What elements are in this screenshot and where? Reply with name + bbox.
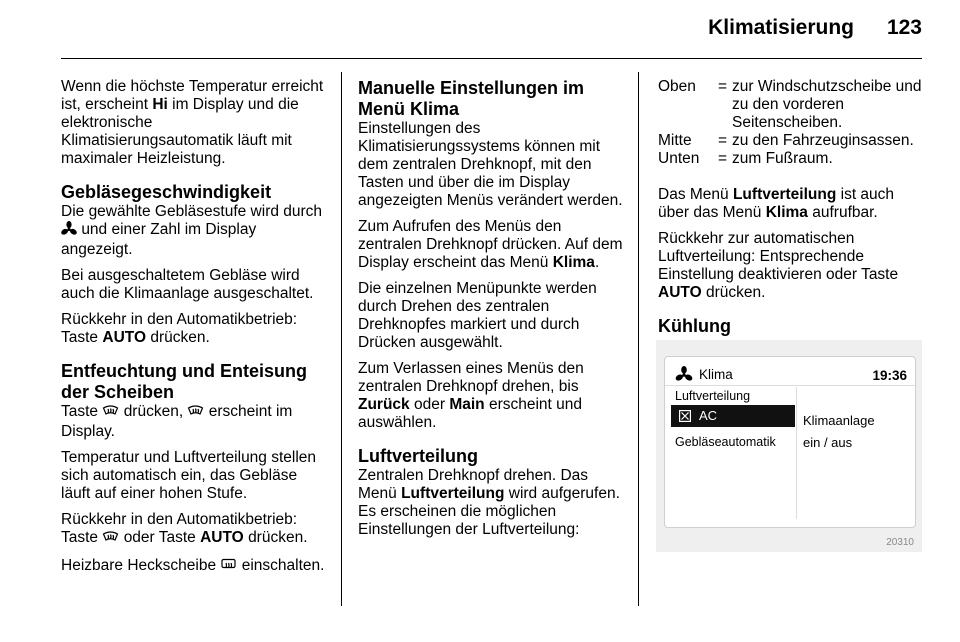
fan-icon xyxy=(61,221,77,241)
table-row xyxy=(658,78,928,132)
dist-value: zu den Fahrzeuginsassen. xyxy=(732,132,914,149)
heading-manuell: Manuelle Einstellungen im Menü Klima xyxy=(358,78,585,119)
display-panel xyxy=(664,356,916,528)
dist-key: Oben xyxy=(658,78,696,95)
display-vertical-divider xyxy=(796,387,797,519)
windshield-defrost-icon xyxy=(102,529,119,549)
page-number: 123 xyxy=(886,16,922,39)
windshield-defrost-icon xyxy=(187,403,204,423)
paragraph-einstellungen: Einstellungen des Klimatisierungssystems können mit dem zentralen Drehknopf, mit den Tasten und über die im Display angezeigten Menüs verändert werden. xyxy=(358,120,623,209)
table-row xyxy=(658,132,928,150)
heading-entfeuchtung: Entfeuchtung und Enteisung der Scheiben xyxy=(61,361,307,402)
paragraph-heckscheibe: Heizbare Heckscheibe einschalten. xyxy=(61,557,327,577)
paragraph-aufrufen: Zum Aufrufen des Menüs den zentralen Drehknopf drücken. Auf dem Display erscheint das Menü Klima. xyxy=(358,218,623,271)
menu-item-ac[interactable] xyxy=(671,405,795,427)
header-title: Klimatisierung xyxy=(708,16,854,39)
display-title: Klima xyxy=(699,367,733,382)
paragraph-automatik-1: Rückkehr in den Automatikbetrieb: Taste AUTO drücken. xyxy=(61,311,298,346)
dist-eq: = xyxy=(718,132,728,149)
paragraph-geblaese: Die gewählte Gebläsestufe wird durch und einer Zahl im Display angezeigt. xyxy=(61,203,323,258)
dist-key: Unten xyxy=(658,150,700,167)
windshield-defrost-icon xyxy=(102,403,119,423)
dist-value: zum Fußraum. xyxy=(732,150,833,167)
column-divider-1 xyxy=(341,72,342,606)
display-divider xyxy=(665,385,915,386)
paragraph-hi: Wenn die höchste Temperatur erreicht ist, erscheint Hi im Display und die elektronische Klimatisierungsautomatik läuft mit maximaler Heizleistung. xyxy=(61,78,324,167)
menu-item-luftverteilung[interactable]: Luftverteilung xyxy=(675,389,751,403)
paragraph-enteisung: Taste drücken, erscheint im Display. xyxy=(61,403,293,440)
header-rule xyxy=(61,58,922,59)
display-info-line-2: ein / aus xyxy=(803,435,853,450)
paragraph-geblaese-aus: Bei ausgeschaltetem Gebläse wird auch die Klimaanlage ausgeschaltet. xyxy=(61,267,314,302)
paragraph-luftverteilung: Zentralen Drehknopf drehen. Das Menü Luftverteilung wird aufgerufen. Es erscheinen die möglichen Einstellungen der Luftverteilung: xyxy=(358,467,620,538)
display-figure xyxy=(656,340,922,552)
distribution-table xyxy=(658,78,928,168)
display-clock: 19:36 xyxy=(872,368,907,383)
checkbox-checked-icon xyxy=(679,410,691,425)
dist-eq: = xyxy=(718,78,728,95)
column-divider-2 xyxy=(638,72,639,606)
menu-item-ac-label: AC xyxy=(699,408,718,423)
heading-luftverteilung: Luftverteilung xyxy=(358,446,478,466)
paragraph-automatik-2: Rückkehr in den Automatikbetrieb: Taste oder Taste AUTO drücken. xyxy=(61,511,327,549)
heading-kuehlung: Kühlung xyxy=(658,316,731,336)
paragraph-rueckkehr-luftverteilung: Rückkehr zur automatischen Luftverteilung: Entsprechende Einstellung deaktivieren oder Taste AUTO drücken. xyxy=(658,230,899,301)
display-info-line-1: Klimaanlage xyxy=(803,413,875,428)
paragraph-verlassen: Zum Verlassen eines Menüs den zentralen Drehknopf drehen, bis Zurück oder Main erscheint und auswählen. xyxy=(358,360,584,431)
heading-geblaese: Gebläsegeschwindigkeit xyxy=(61,182,272,202)
dist-value: zur Windschutzscheibe und zu den vorderen Seitenscheiben. xyxy=(732,78,922,131)
figure-code: 20310 xyxy=(886,537,914,548)
table-row xyxy=(658,150,928,168)
column-middle xyxy=(358,78,624,547)
menu-item-geblaeseautomatik[interactable]: Gebläseautomatik xyxy=(675,435,776,449)
rear-window-heating-icon xyxy=(220,557,237,577)
paragraph-menue-luftverteilung: Das Menü Luftverteilung ist auch über das Menü Klima aufrufbar. xyxy=(658,186,895,221)
paragraph-menuepunkte: Die einzelnen Menüpunkte werden durch Drehen des zentralen Drehknopfes markiert und durch Drücken ausgewählt. xyxy=(358,280,597,351)
column-left xyxy=(61,78,327,585)
dist-key: Mitte xyxy=(658,132,692,149)
paragraph-temperatur: Temperatur und Luftverteilung stellen sich automatisch ein, das Gebläse läuft auf einer hohen Stufe. xyxy=(61,449,317,502)
dist-eq: = xyxy=(718,150,728,167)
column-right xyxy=(658,78,928,337)
fan-icon xyxy=(675,366,693,385)
